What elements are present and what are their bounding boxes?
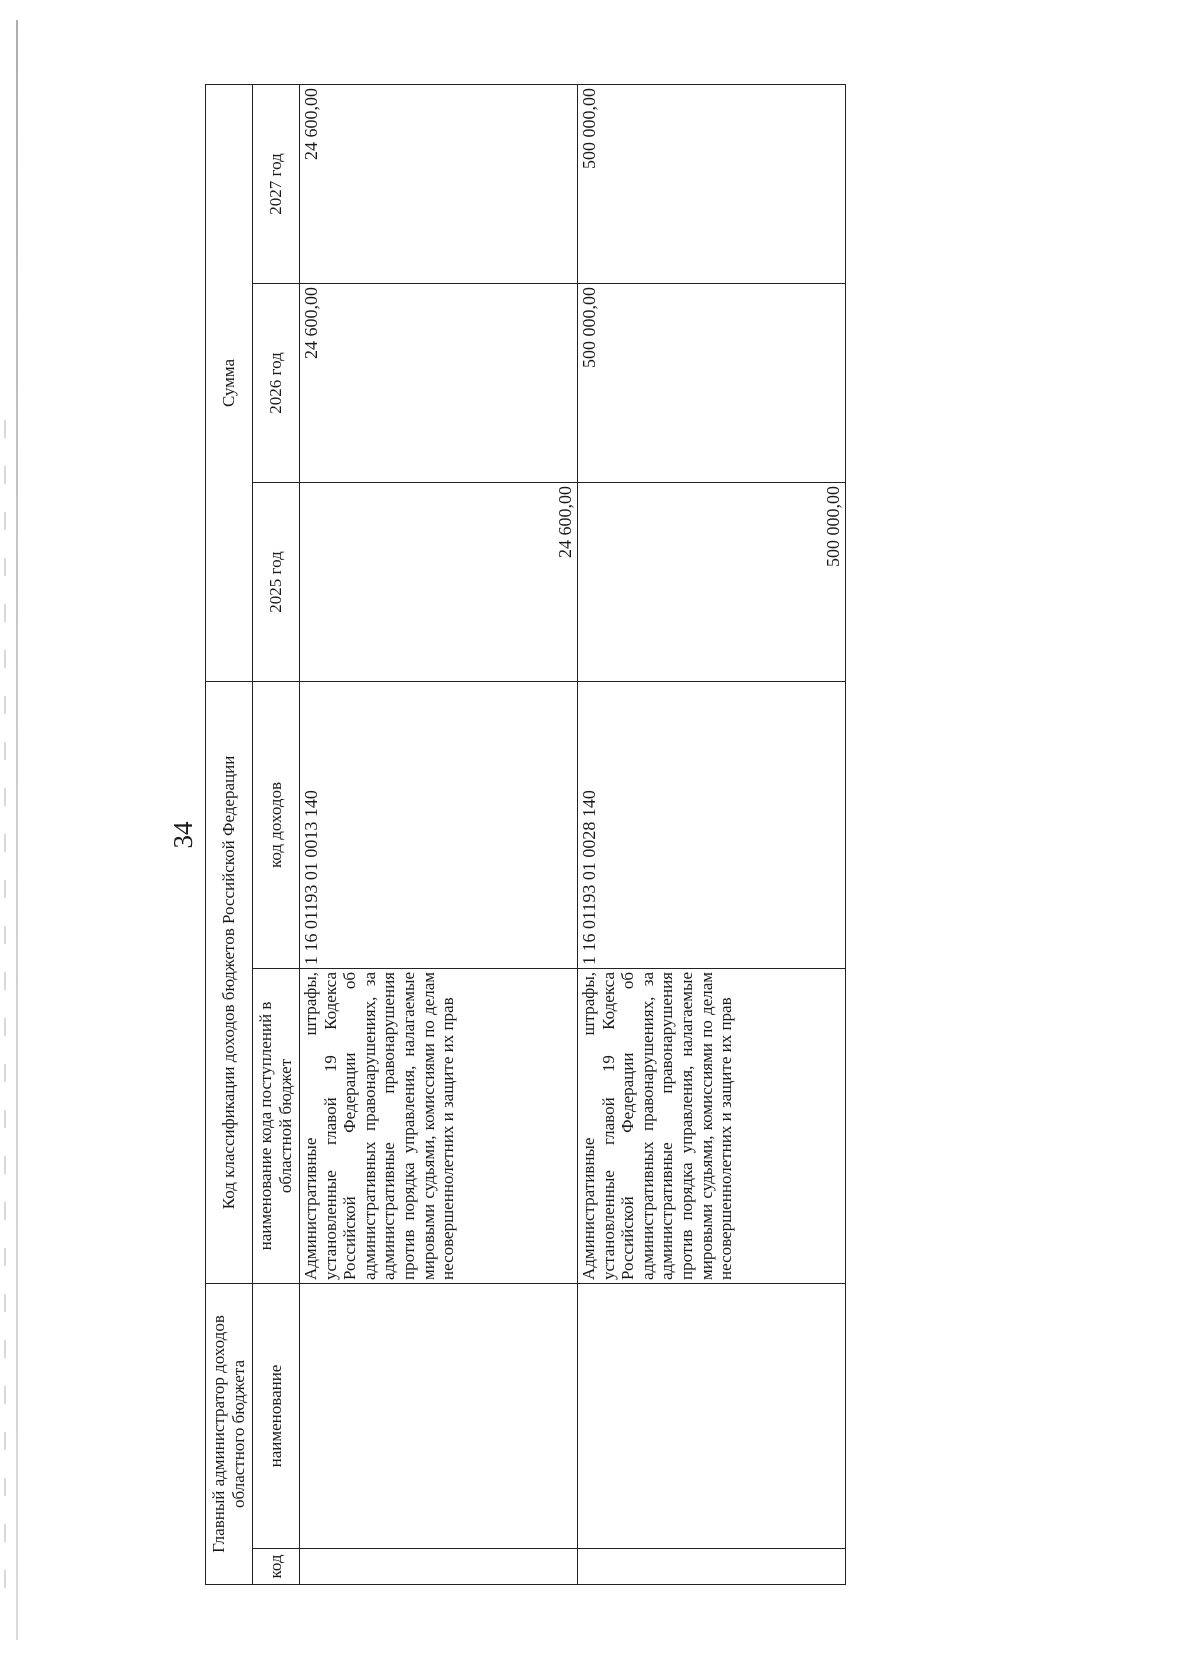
rotated-page-content xyxy=(168,85,925,1585)
cell-amount-2027: 24 600,00 xyxy=(300,84,578,283)
scan-edge-line xyxy=(16,20,18,1640)
cell-amount-2025: 500 000,00 xyxy=(578,482,846,681)
table-row xyxy=(300,84,578,1584)
scan-dashed-artifact xyxy=(4,420,6,1600)
header-income-code: код доходов xyxy=(253,681,300,968)
cell-admin-name xyxy=(300,1284,578,1549)
cell-amount-2025: 24 600,00 xyxy=(300,482,578,681)
page-number: 34 xyxy=(168,821,198,849)
header-receipt-name: наименование кода поступлений в областной бюджет xyxy=(253,969,300,1284)
header-year-2026: 2026 год xyxy=(253,283,300,482)
header-admin-name: наименование xyxy=(253,1284,300,1549)
cell-admin-name xyxy=(578,1284,846,1549)
header-year-2025: 2025 год xyxy=(253,482,300,681)
cell-amount-2026: 24 600,00 xyxy=(300,283,578,482)
table-row xyxy=(578,84,846,1584)
header-row-2 xyxy=(253,84,300,1584)
income-table xyxy=(205,84,846,1585)
cell-amount-2027: 500 000,00 xyxy=(578,84,846,283)
header-year-2027: 2027 год xyxy=(253,84,300,283)
header-admin-code: код xyxy=(253,1549,300,1585)
header-sum-group: Сумма xyxy=(206,84,253,681)
cell-income-code: 1 16 01193 01 0013 140 xyxy=(300,681,578,968)
cell-admin-code xyxy=(300,1549,578,1585)
header-admin-group: Главный администратор доходов областного бюджета xyxy=(206,1284,253,1585)
cell-description: Административные штрафы, установленные главой 19 Кодекса Российской Федерации об административных правонарушениях, за административные правонарушения против порядка управления, налагаемые мировыми судьями, комиссиями по делам несовершеннолетних и защите их прав xyxy=(578,969,846,1284)
header-classification-group: Код классификации доходов бюджетов Российской Федерации xyxy=(206,681,253,1283)
cell-income-code: 1 16 01193 01 0028 140 xyxy=(578,681,846,968)
cell-admin-code xyxy=(578,1549,846,1585)
cell-description: Административные штрафы, установленные главой 19 Кодекса Российской Федерации об административных правонарушениях, за административные правонарушения против порядка управления, налагаемые мировыми судьями, комиссиями по делам несовершеннолетних и защите их прав xyxy=(300,969,578,1284)
cell-amount-2026: 500 000,00 xyxy=(578,283,846,482)
header-row-1 xyxy=(206,84,253,1584)
